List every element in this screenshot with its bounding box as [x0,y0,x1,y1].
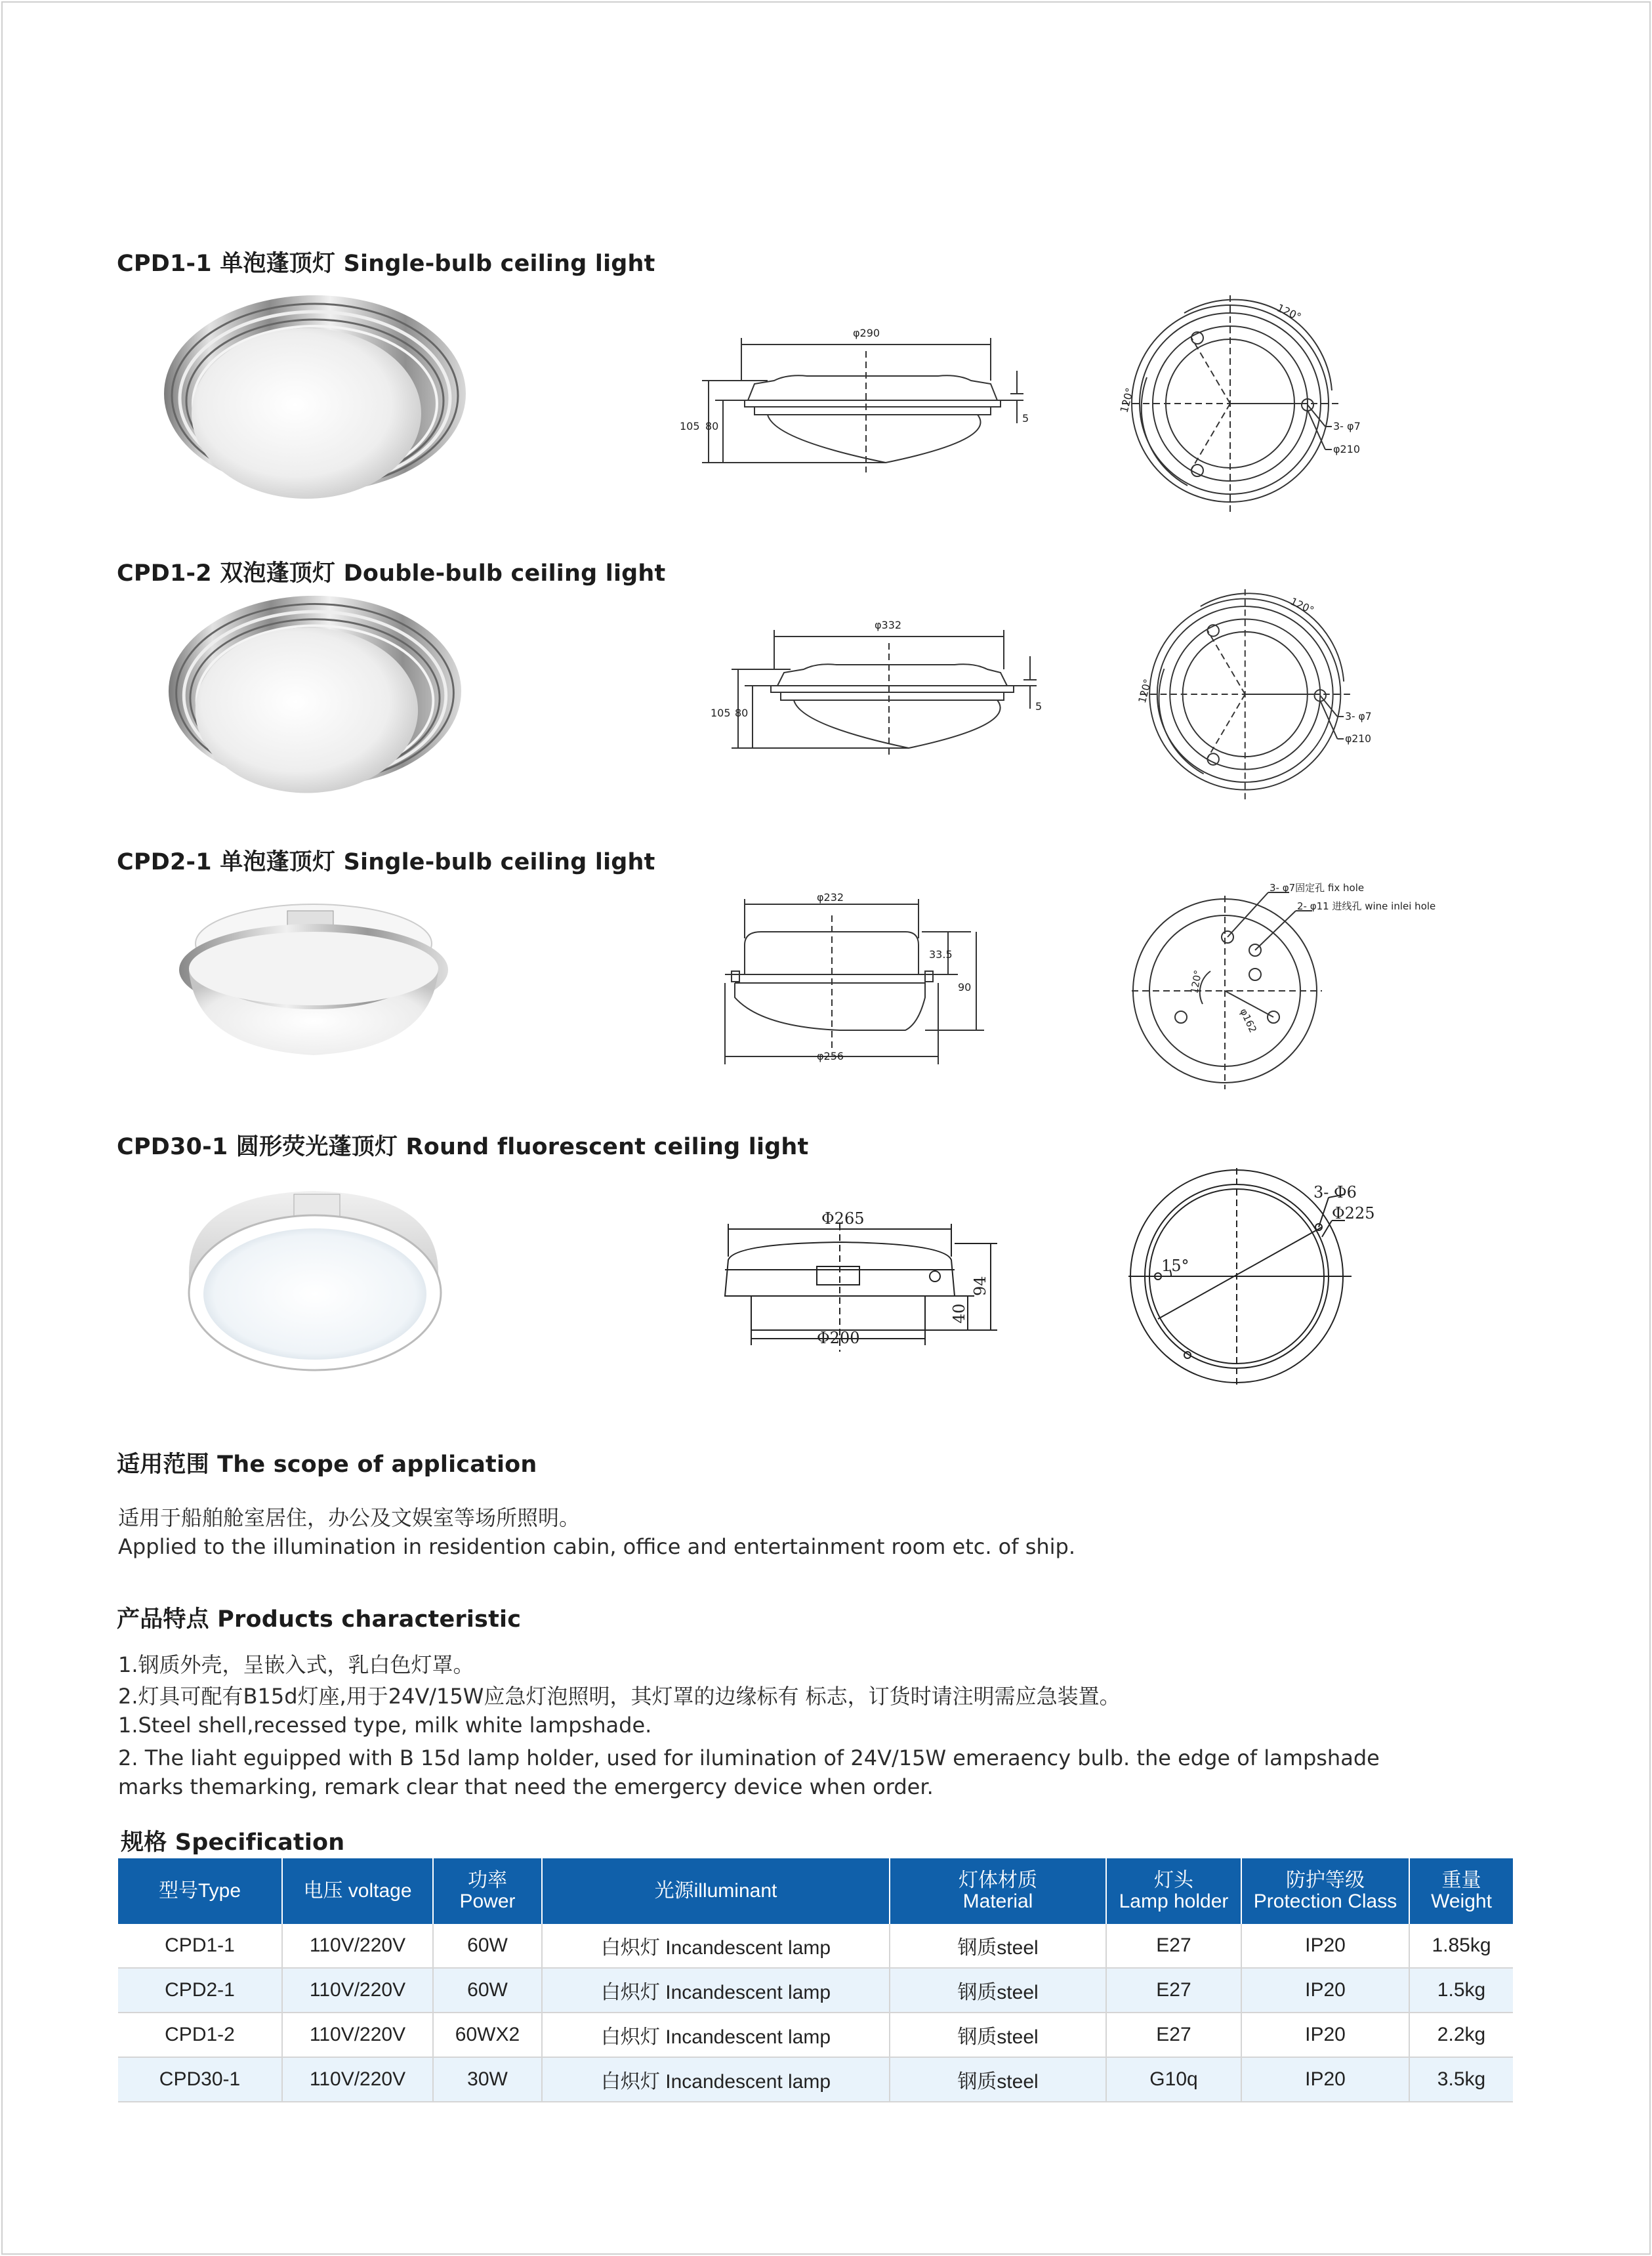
cell-protection-class: IP20 [1241,1968,1409,2013]
header-label: 防护等级 [1286,1870,1365,1891]
plan-view-cpd1-2 [1123,586,1399,803]
cell-material: 钢质steel [890,1968,1106,2013]
cell-material: 钢质steel [890,2057,1106,2102]
cell-voltage: 110V/220V [282,2057,433,2102]
cell-illuminant: 白炽灯 Incandescent lamp [542,2013,890,2057]
cell-illuminant: 白炽灯 Incandescent lamp [542,1968,890,2013]
dim-top: φ232 [817,892,844,904]
plan-holes: 3- Φ6 [1313,1183,1357,1201]
product-title-cpd1-1: CPD1-1 单泡蓬顶灯 Single-bulb ceiling light [117,251,655,277]
side-view-cpd1-1 [676,325,1043,476]
header-lamp-holder [1106,1858,1241,1924]
dim-width: φ332 [875,619,902,631]
header-protection-class [1241,1858,1409,1924]
dim-top: Φ265 [821,1209,865,1228]
header-label: 光源illuminant [654,1880,777,1902]
table-row [118,2057,1513,2102]
plan-view-cpd1-1 [1109,292,1384,515]
header-label-en: Material [962,1890,1033,1912]
cell-protection-class: IP20 [1241,2013,1409,2057]
photo-cpd2-1 [176,898,451,1062]
header-label: 电压 voltage [303,1880,412,1902]
plan-pcd: Φ225 [1332,1204,1375,1222]
cell-power: 60WX2 [433,2013,542,2057]
spec-table [118,1858,1513,2102]
cell-illuminant: 白炽灯 Incandescent lamp [542,1924,890,1968]
plan-holes: 3- φ7 [1345,710,1372,722]
scope-text-cn: 适用于船舶舱室居住，办公及文娱室等场所照明。 [118,1505,581,1530]
dim-height-outer: 105 [711,707,731,719]
plan-view-cpd30-1 [1122,1165,1404,1388]
cell-type: CPD1-1 [118,1924,282,1968]
plan-wire-hole: 2- φ11 进线孔 wine inlei hole [1297,900,1436,912]
photo-cpd30-1 [176,1181,451,1378]
table-row [118,1968,1513,2013]
header-label-en: Protection Class [1253,1890,1397,1912]
cell-material: 钢质steel [890,2013,1106,2057]
characteristic-line: 1.Steel shell,recessed type, milk white lampshade. [118,1713,652,1738]
plan-angle: 120° [1275,301,1304,324]
characteristic-line: marks themarking, remark clear that need the emergercy device when order. [118,1774,934,1799]
header-illuminant [542,1858,890,1924]
header-label: 型号Type [158,1880,241,1902]
cell-voltage: 110V/220V [282,2013,433,2057]
table-row [118,2013,1513,2057]
cell-power: 30W [433,2057,542,2102]
plan-angle: 120° [1188,969,1205,995]
plan-pcd: φ210 [1345,732,1371,745]
plan-pcd: φ162 [1237,1007,1259,1035]
header-label-en: Lamp holder [1119,1890,1229,1912]
header-label: 功率 [468,1870,507,1891]
dim-bottom: Φ200 [817,1329,860,1347]
dim-bottom: φ256 [817,1050,844,1062]
dim-height-inner: 80 [735,707,749,719]
header-label: 灯体材质 [959,1870,1037,1891]
side-view-cpd30-1 [722,1204,1010,1355]
cell-illuminant: 白炽灯 Incandescent lamp [542,2057,890,2102]
cell-voltage: 110V/220V [282,1968,433,2013]
cell-protection-class: IP20 [1241,2057,1409,2102]
side-view-cpd1-2 [705,617,1060,761]
header-label-en: Power [459,1890,516,1912]
spec-heading: 规格 Specification [121,1829,345,1856]
spec-header-row [118,1858,1513,1924]
header-voltage [282,1858,433,1924]
header-label-en: Weight [1431,1890,1492,1912]
cell-protection-class: IP20 [1241,1924,1409,1968]
dim-height-total: 90 [958,981,972,993]
dim-height-outer: 105 [680,420,700,432]
cell-type: CPD1-2 [118,2013,282,2057]
plan-angle-2: 120° [1117,386,1136,415]
dim-step: 5 [1022,412,1029,425]
plan-angle: 120° [1288,595,1316,617]
header-label: 重量 [1441,1870,1481,1891]
cell-voltage: 110V/220V [282,1924,433,1968]
cell-power: 60W [433,1968,542,2013]
header-label: 灯头 [1154,1870,1193,1891]
product-title-cpd2-1: CPD2-1 单泡蓬顶灯 Single-bulb ceiling light [117,849,655,875]
characteristic-line: 2.灯具可配有B15d灯座,用于24V/15W应急灯泡照明，其灯罩的边缘标有 标志，订货时请注明需应急装置。 [118,1684,1121,1709]
cell-weight: 1.85kg [1409,1924,1513,1968]
characteristics-heading: 产品特点 Products characteristic [117,1606,522,1633]
plan-angle-2: 120° [1136,677,1154,705]
cell-type: CPD30-1 [118,2057,282,2102]
plan-view-cpd2-1 [1132,879,1460,1096]
plan-holes: 3- φ7 [1333,420,1361,432]
photo-cpd1-1 [161,292,469,509]
cell-lamp-holder: E27 [1106,1968,1241,2013]
side-view-cpd2-1 [722,892,1023,1070]
cell-lamp-holder: E27 [1106,2013,1241,2057]
cell-material: 钢质steel [890,1924,1106,1968]
characteristic-line: 1.钢质外壳，呈嵌入式，乳白色灯罩。 [118,1652,474,1677]
header-power [433,1858,542,1924]
characteristic-line: 2. The liaht eguipped with B 15d lamp holder, used for ilumination of 24V/15W emeraency bulb. the edge of lampshade [118,1745,1380,1770]
plan-pcd: φ210 [1333,443,1361,455]
photo-cpd1-2 [161,593,469,803]
plan-fix-hole: 3- φ7固定孔 fix hole [1270,882,1365,894]
dim-height-inner: 80 [705,420,719,432]
dim-height-total: 94 [971,1276,989,1296]
cell-weight: 1.5kg [1409,1968,1513,2013]
scope-heading: 适用范围 The scope of application [117,1452,537,1478]
plan-angle: 15° [1161,1257,1189,1275]
cell-lamp-holder: G10q [1106,2057,1241,2102]
dim-height-top: 33.5 [929,948,953,961]
dim-width: φ290 [853,327,880,339]
cell-lamp-holder: E27 [1106,1924,1241,1968]
cell-type: CPD2-1 [118,1968,282,2013]
header-type [118,1858,282,1924]
table-row [118,1924,1513,1968]
header-material [890,1858,1106,1924]
cell-weight: 2.2kg [1409,2013,1513,2057]
cell-power: 60W [433,1924,542,1968]
product-title-cpd30-1: CPD30-1 圆形荧光蓬顶灯 Round fluorescent ceiling light [117,1134,809,1160]
cell-weight: 3.5kg [1409,2057,1513,2102]
dim-step: 5 [1035,700,1043,713]
dim-height-inner: 40 [950,1303,968,1324]
product-title-cpd1-2: CPD1-2 双泡蓬顶灯 Double-bulb ceiling light [117,560,666,587]
header-weight [1409,1858,1513,1924]
scope-text-en: Applied to the illumination in residention cabin, office and entertainment room etc. of ship. [118,1534,1076,1559]
